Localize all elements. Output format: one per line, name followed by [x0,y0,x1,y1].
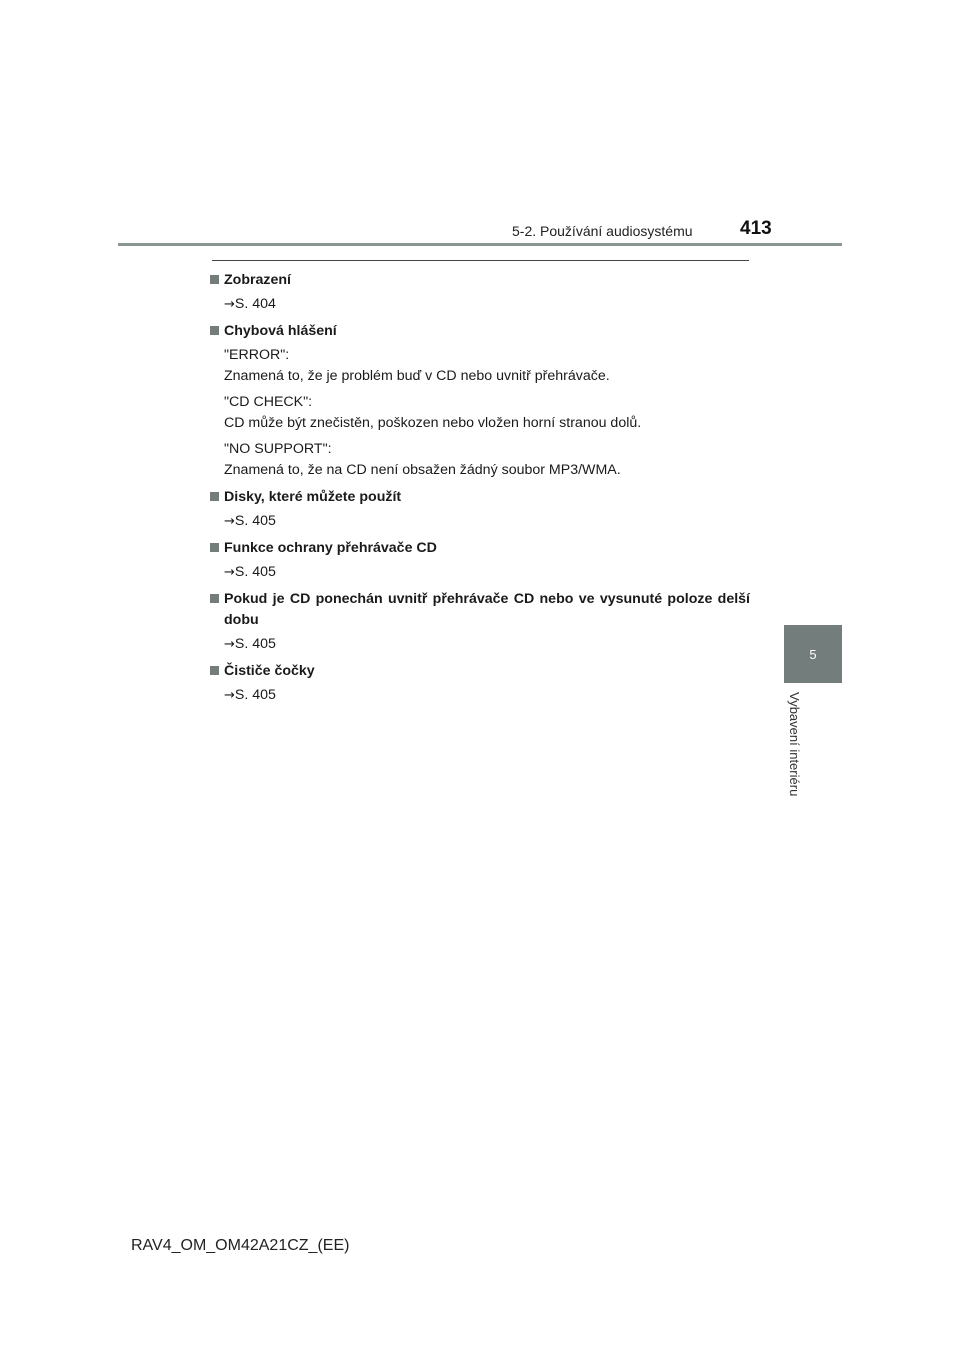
message-description [210,392,750,434]
message-code: "NO SUPPORT": [224,441,332,457]
section-heading [210,661,750,682]
section-heading [210,538,750,559]
section-heading-text: Pokud je CD ponechán uvnitř přehrávače CD nebo ve vysunuté poloze delší dobu [224,591,750,628]
arrow-right-icon: → [224,514,235,529]
section-heading [210,487,750,508]
square-bullet-icon [210,492,219,501]
message-code: "CD CHECK": [224,394,313,410]
arrow-right-icon: → [224,565,235,580]
section-heading-text: Čističe čočky [224,663,315,679]
section-heading [210,321,750,342]
arrow-right-icon: → [224,297,235,312]
page-reference-text: S. 405 [234,564,276,580]
message-description [210,345,750,387]
square-bullet-icon [210,326,219,335]
manual-code: RAV4_OM_OM42A21CZ_(EE) [131,1237,350,1254]
message-description [210,439,750,481]
page-reference [210,511,750,532]
message-code: "ERROR": [224,347,290,363]
chapter-number: 5 [809,646,817,662]
section-heading-text: Zobrazení [224,272,292,288]
content-divider [212,260,749,261]
square-bullet-icon [210,275,219,284]
section-heading-text: Disky, které můžete použít [224,489,402,505]
page-reference [210,562,750,583]
arrow-right-icon: → [224,688,235,703]
message-text: CD může být znečistěn, poškozen nebo vložen horní stranou dolů. [224,415,642,431]
square-bullet-icon [210,594,219,603]
section-heading [210,589,750,631]
section-heading-text: Chybová hlášení [224,323,337,339]
page-reference-text: S. 405 [234,636,276,652]
section-heading [210,270,750,291]
page-reference-text: S. 405 [234,513,276,529]
page-reference [210,634,750,655]
header-section-title: 5-2. Používání audiosystému [512,223,693,239]
chapter-tab [784,625,842,683]
header-divider [118,243,842,246]
section-heading-text: Funkce ochrany přehrávače CD [224,540,437,556]
message-text: Znamená to, že je problém buď v CD nebo uvnitř přehrávače. [224,368,610,384]
square-bullet-icon [210,666,219,675]
chapter-title: Vybavení interiéru [787,692,802,797]
message-text: Znamená to, že na CD není obsažen žádný soubor MP3/WMA. [224,462,621,478]
page-reference [210,294,750,315]
arrow-right-icon: → [224,637,235,652]
page-reference [210,685,750,706]
page-reference-text: S. 404 [234,296,276,312]
page-number: 413 [740,218,772,239]
page-reference-text: S. 405 [234,687,276,703]
square-bullet-icon [210,543,219,552]
content-body [210,270,750,706]
